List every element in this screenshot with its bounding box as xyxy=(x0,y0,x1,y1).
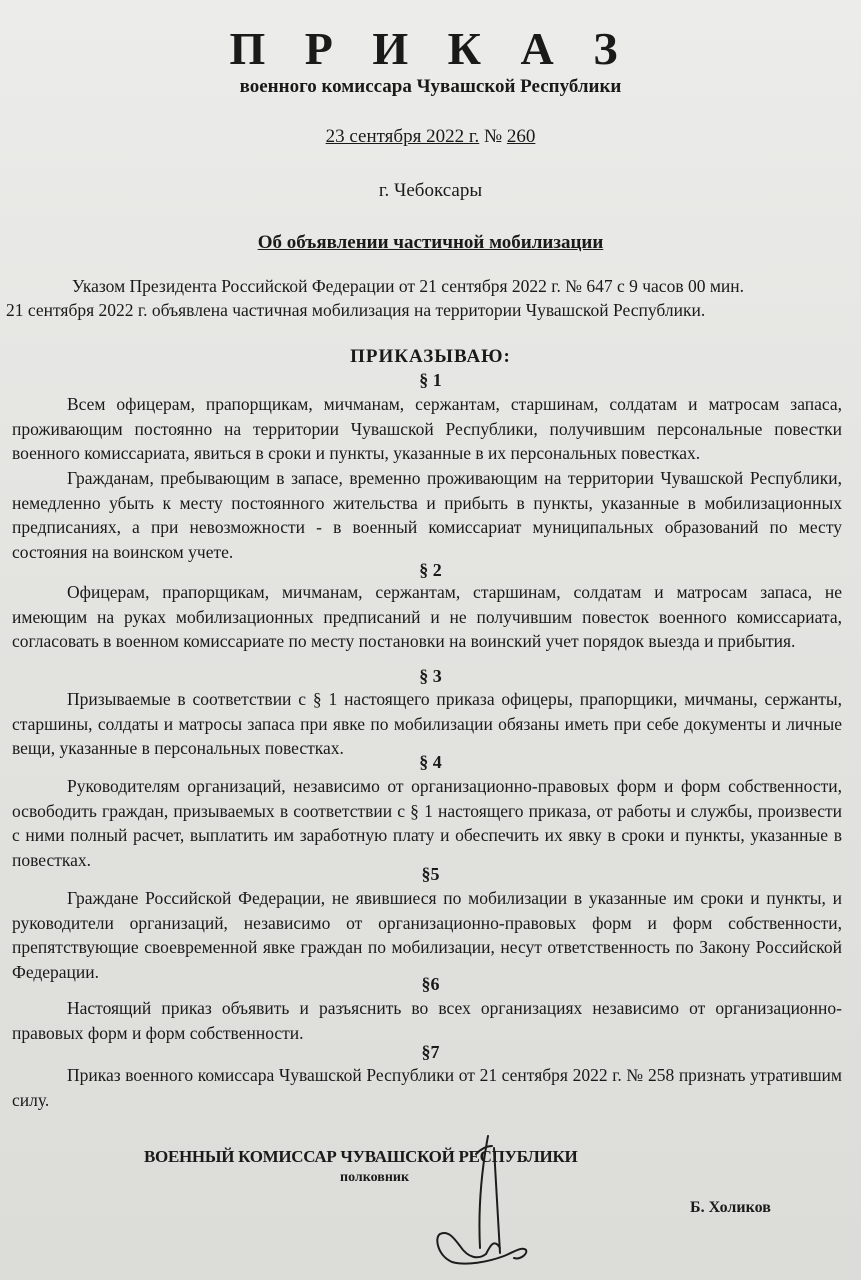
section-1-paragraph-2: Гражданам, пребывающим в запасе, временно проживающим на территории Чувашской Республики, немедленно убыть к месту постоянного жительства и прибыть в пункты, указанные в мобилизационных предписаниях, а при невозможности - в военный комиссариат муниципальных образований по месту состояния на воинском учете. xyxy=(12,468,842,562)
section-4-paragraph: Руководителям организаций, независимо от организационно-правовых форм и форм собственности, освободить граждан, призываемых в соответствии с § 1 настоящего приказа, от работы и службы, произвести с ними полный расчет, выплатить им заработную плату и обеспечить их явку в сроки и пункты, указанные в повестках. xyxy=(12,776,842,870)
section-7-paragraph: Приказ военного комиссара Чувашской Республики от 21 сентября 2022 г. № 258 признать утратившим силу. xyxy=(12,1065,842,1110)
section-3-label: § 3 xyxy=(419,666,442,686)
order-city: г. Чебоксары xyxy=(378,180,483,201)
section-5-paragraph: Граждане Российской Федерации, не явившиеся по мобилизации в указанные им сроки и пункты, и руководители организаций, независимо от организационно-правовых форм и форм собственности, препятствующие своевременной явке граждан по мобилизации, несут ответственность по Закону Российской Федерации. xyxy=(12,888,842,982)
signatory-rank: полковник xyxy=(340,1170,410,1185)
order-date-line xyxy=(0,126,861,148)
section-4-label: § 4 xyxy=(419,752,442,772)
order-date: 23 сентября 2022 г. xyxy=(325,126,480,147)
document-title: П Р И К А З xyxy=(229,23,632,74)
section-6-label: §6 xyxy=(421,974,440,994)
section-6-paragraph: Настоящий приказ объявить и разъяснить во всех организациях независимо от организационно-правовых форм и форм собственности. xyxy=(12,998,842,1043)
handwritten-signature xyxy=(430,1128,540,1268)
section-5-label: §5 xyxy=(421,864,440,884)
signatory-name: Б. Холиков xyxy=(690,1199,771,1216)
section-7-label: §7 xyxy=(421,1042,440,1062)
section-1-label: § 1 xyxy=(419,370,442,390)
order-number: 260 xyxy=(506,126,536,147)
signatory-position: ВОЕННЫЙ КОМИССАР ЧУВАШСКОЙ РЕСПУБЛИКИ xyxy=(144,1147,578,1166)
section-3-paragraph: Призываемые в соответствии с § 1 настоящего приказа офицеры, прапорщики, мичманы, сержанты, старшины, солдаты и матросы запаса при явке по мобилизации обязаны иметь при себе документы и личные вещи, указанные в персональных повестках. xyxy=(12,689,842,758)
order-number-sign: № xyxy=(483,126,503,147)
order-heading: Об объявлении частичной мобилизации xyxy=(257,232,604,253)
intro-line-1: Указом Президента Российской Федерации от 21 сентября 2022 г. № 647 с 9 часов 00 мин. xyxy=(72,276,745,296)
document-subtitle: военного комиссара Чувашской Республики xyxy=(239,76,622,97)
section-2-paragraph: Офицерам, прапорщикам, мичманам, сержантам, старшинам, солдатам и матросам запаса, не имеющим на руках мобилизационных предписаний и не получившим повесток военного комиссариата, согласовать в военном комиссариате по месту постановки на воинский учет порядок выезда и прибытия. xyxy=(12,582,842,651)
order-word: ПРИКАЗЫВАЮ: xyxy=(350,346,511,367)
intro-line-2: 21 сентября 2022 г. объявлена частичная мобилизация на территории Чувашской Республики. xyxy=(6,300,706,320)
section-1-paragraph-1: Всем офицерам, прапорщикам, мичманам, сержантам, старшинам, солдатам и матросам запаса, проживающим постоянно на территории Чувашской Республики, получившим персональные повестки военного комиссариата, явиться в сроки и пункты, указанные в их персональных повестках. xyxy=(12,394,842,463)
section-2-label: § 2 xyxy=(419,560,442,580)
